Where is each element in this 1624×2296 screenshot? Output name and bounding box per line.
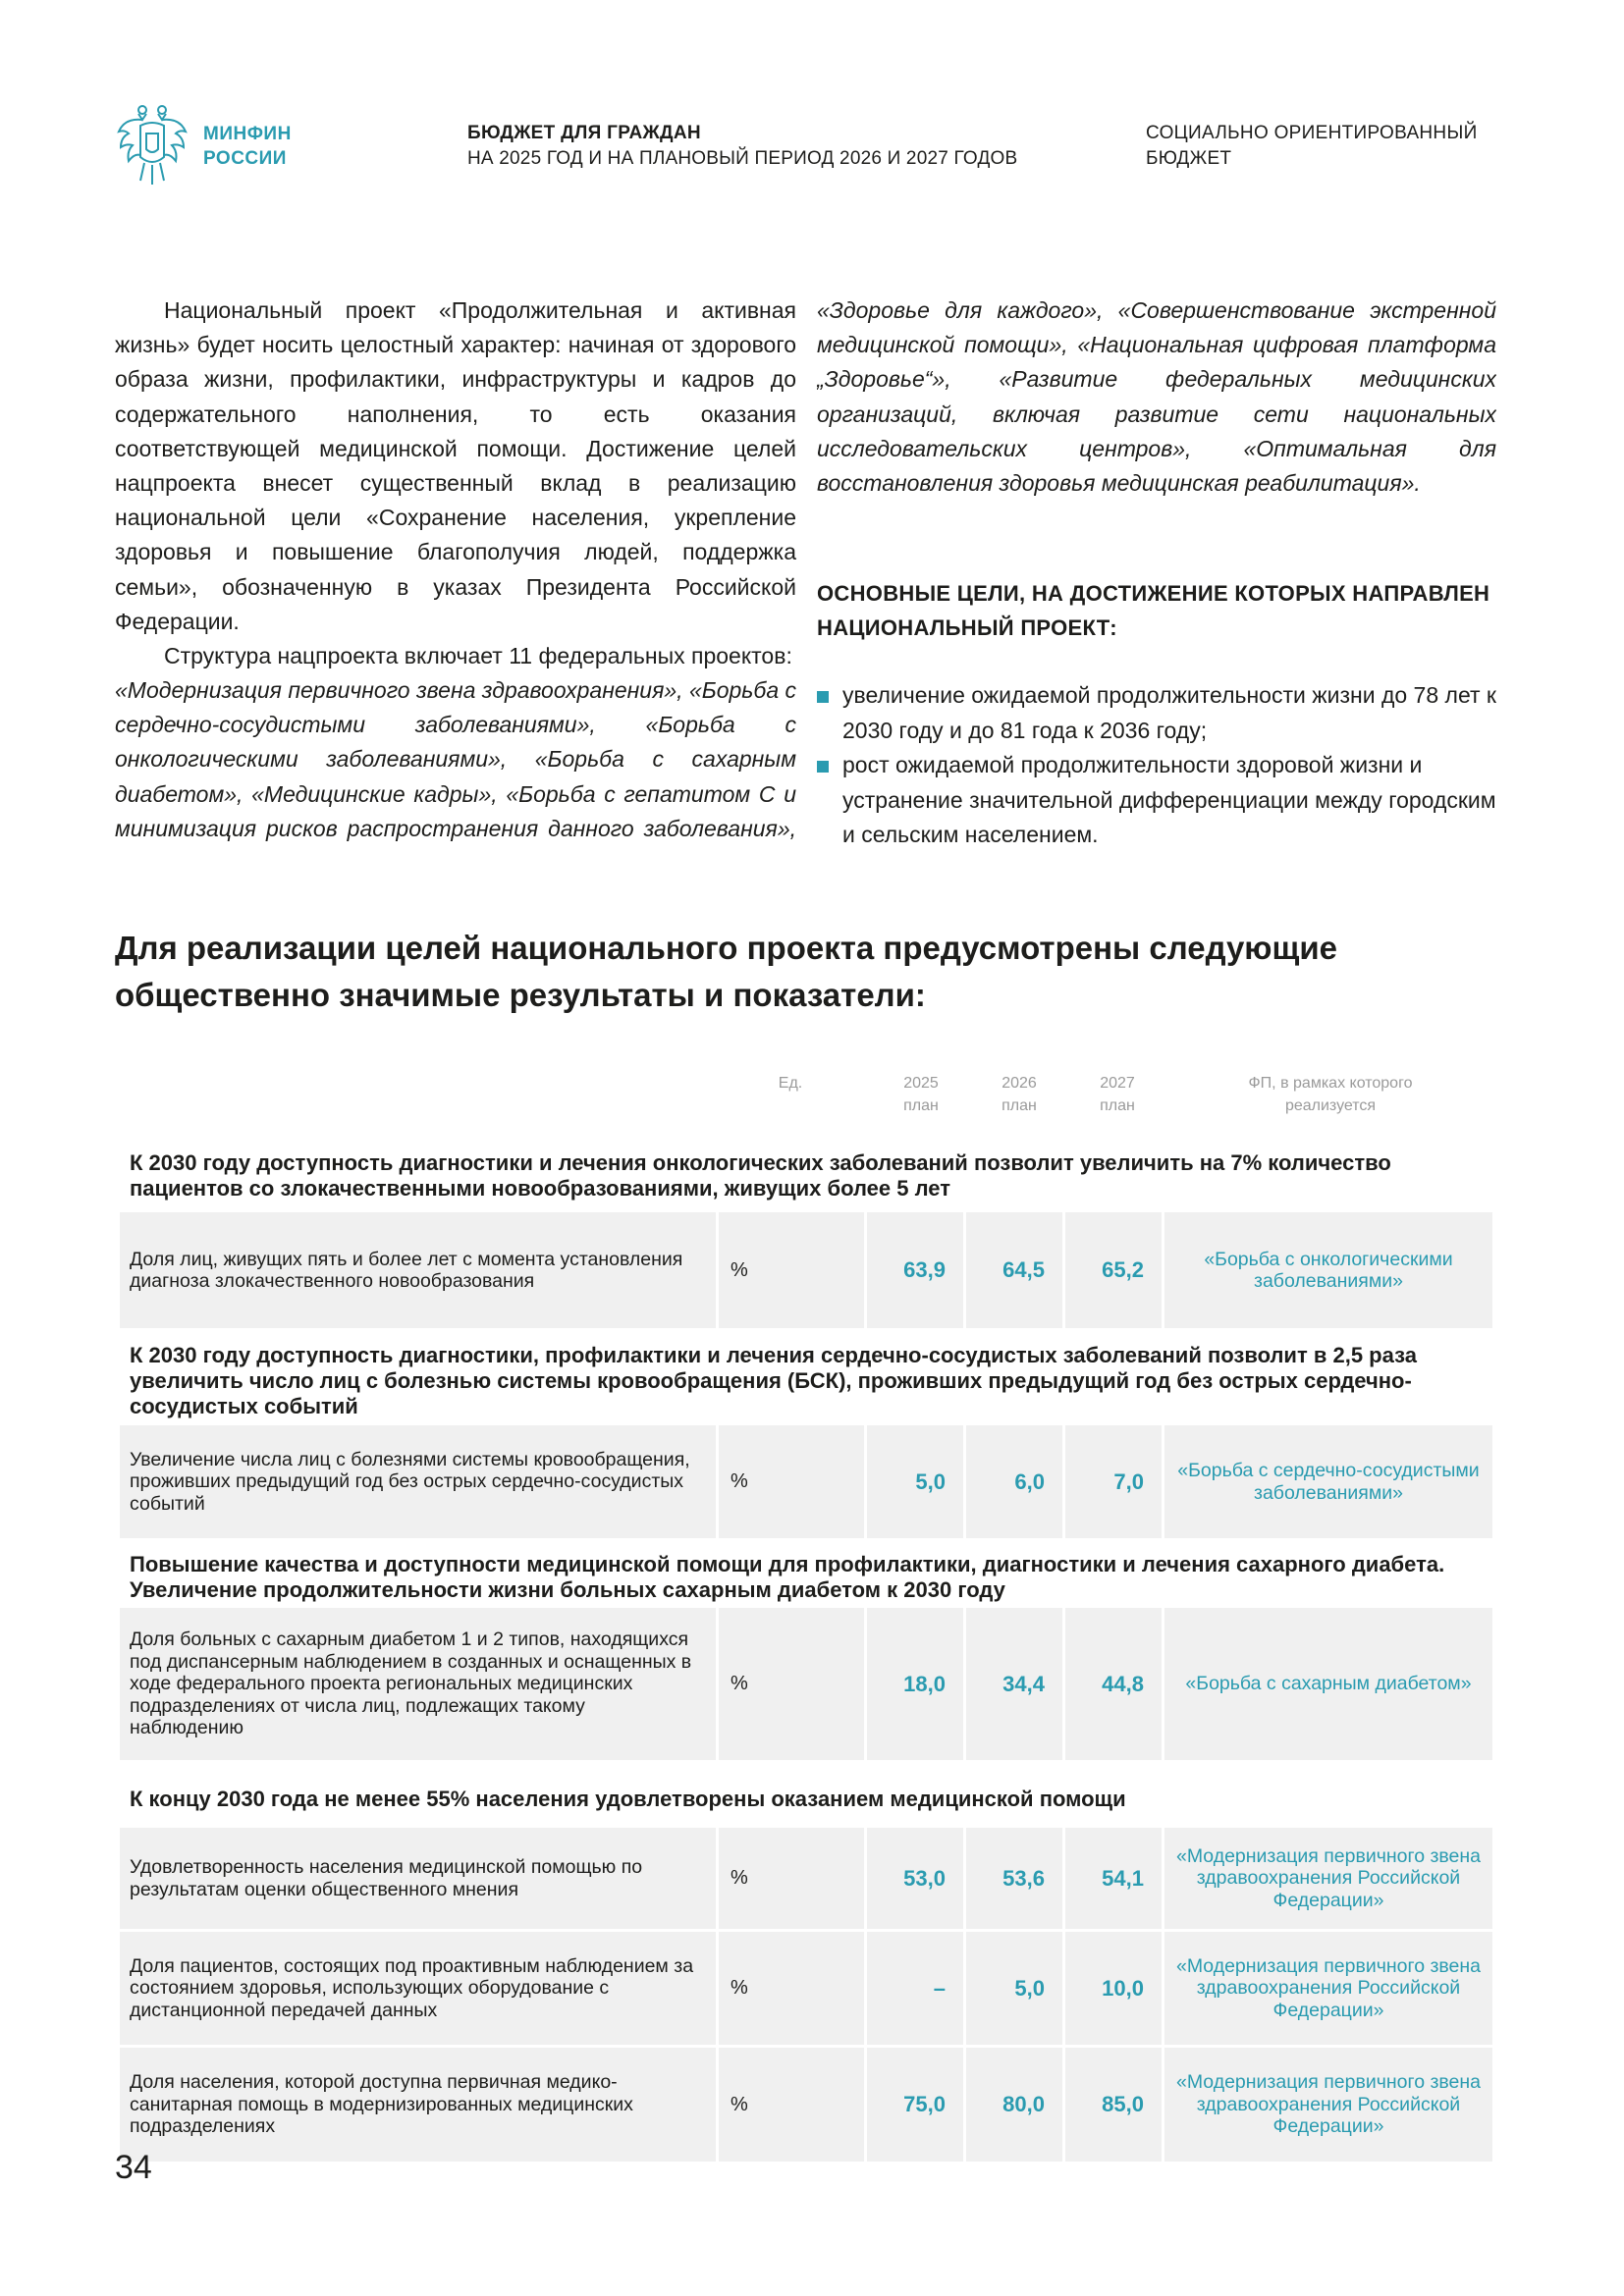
value-2026: 5,0 bbox=[966, 1932, 1062, 2045]
federal-project: «Борьба с сахарным диабетом» bbox=[1164, 1608, 1492, 1760]
indicator-name: Доля лиц, живущих пять и более лет с момента установления диагноза злокачественного новообразования bbox=[120, 1212, 716, 1328]
logo-text bbox=[203, 122, 292, 171]
goal-text: рост ожидаемой продолжительности здоровой жизни и устранение значительной дифференциации между городским и сельским населением. bbox=[842, 752, 1496, 847]
value-2025: 5,0 bbox=[867, 1425, 963, 1538]
federal-project: «Борьба с онкологическими заболеваниями» bbox=[1164, 1212, 1492, 1328]
col-header-2026-plan: план bbox=[1001, 1097, 1037, 1114]
goals-heading: ОСНОВНЫЕ ЦЕЛИ, НА ДОСТИЖЕНИЕ КОТОРЫХ НАПРАВЛЕН НАЦИОНАЛЬНЫЙ ПРОЕКТ: bbox=[817, 581, 1490, 640]
indicator-unit: % bbox=[719, 1932, 864, 2045]
col-header-2025 bbox=[872, 1072, 970, 1117]
federal-projects-list-continued bbox=[817, 294, 1496, 501]
col-header-federal-project bbox=[1168, 1072, 1492, 1117]
value-2026: 53,6 bbox=[966, 1828, 1062, 1929]
section-header-line-2: БЮДЖЕТ bbox=[1146, 148, 1232, 169]
value-2025: 75,0 bbox=[867, 2048, 963, 2162]
value-2026: 80,0 bbox=[966, 2048, 1062, 2162]
col-header-2025-year: 2025 bbox=[903, 1075, 939, 1092]
federal-project: «Борьба с сердечно-сосудистыми заболеваниями» bbox=[1164, 1425, 1492, 1538]
col-header-2027-year: 2027 bbox=[1100, 1075, 1135, 1092]
col-header-unit: Ед. bbox=[778, 1075, 803, 1092]
goal-text: увеличение ожидаемой продолжительности жизни до 78 лет к 2030 году и до 81 года к 2036 году; bbox=[842, 682, 1496, 743]
section-header bbox=[1146, 121, 1478, 172]
goal-item bbox=[817, 678, 1496, 748]
federal-projects-list-text: «Здоровье для каждого», «Совершенствование экстренной медицинской помощи», «Национальная цифровая платформа „Здоровье“», «Развитие федеральных медицинских организаций, включая развитие сети национальных исследовательских центров», «Оптимальная для восстановления здоровья медицинская реабилитация». bbox=[817, 297, 1496, 497]
indicator-name: Доля пациентов, состоящих под проактивным наблюдением за состоянием здоровья, использующих оборудование с дистанционной передачей данных bbox=[120, 1932, 716, 2045]
table-row bbox=[120, 1425, 1494, 1538]
col-header-2027-plan: план bbox=[1100, 1097, 1135, 1114]
indicator-name: Удовлетворенность населения медицинской помощью по результатам оценки общественного мнения bbox=[120, 1828, 716, 1929]
value-2025: 18,0 bbox=[867, 1608, 963, 1760]
group-title: К 2030 году доступность диагностики и лечения онкологических заболеваний позволит увеличить на 7% количество пациентов со злокачественными новообразованиями, живущих более 5 лет bbox=[130, 1150, 1391, 1201]
paragraph-2-intro-wrap bbox=[115, 639, 796, 673]
paragraph-1: Национальный проект «Продолжительная и активная жизнь» будет носить целостный характер: начиная от здорового образа жизни, профилактики, инфраструктуры и кадров до содержательного наполнения, то есть оказания соответствующей медицинской помощи. Достижение целей нацпроекта внесет существенный вклад в реализацию национальной цели «Сохранение населения, укрепление здоровья и повышение благополучия людей, поддержка семьи», обозначенную в указах Президента Российской Федерации. bbox=[115, 297, 796, 634]
square-bullet-icon bbox=[817, 691, 829, 703]
paragraph-2-intro: Структура нацпроекта включает 11 федеральных проектов: bbox=[164, 643, 792, 669]
col-header-2025-plan: план bbox=[903, 1097, 939, 1114]
value-2025: 63,9 bbox=[867, 1212, 963, 1328]
indicator-unit: % bbox=[719, 1425, 864, 1538]
federal-project: «Модернизация первичного звена здравоохранения Российской Федерации» bbox=[1164, 2048, 1492, 2162]
indicator-name: Доля больных с сахарным диабетом 1 и 2 типов, находящихся под диспансерным наблюдением в созданных и оснащенных в ходе федерального проекта региональных медицинских подразделениях от числа лиц, подлежащих такому наблюдению bbox=[120, 1608, 716, 1760]
federal-project: «Модернизация первичного звена здравоохранения Российской Федерации» bbox=[1164, 1828, 1492, 1929]
indicator-name: Доля населения, которой доступна первичная медико-санитарная помощь в модернизированных медицинских подразделениях bbox=[120, 2048, 716, 2162]
federal-projects-list-right-clip bbox=[817, 294, 1496, 517]
square-bullet-icon bbox=[817, 761, 829, 773]
federal-projects-list-left bbox=[115, 673, 796, 850]
goal-item bbox=[817, 748, 1496, 853]
value-2027: 44,8 bbox=[1065, 1608, 1162, 1760]
document-subtitle: НА 2025 ГОД И НА ПЛАНОВЫЙ ПЕРИОД 2026 И 2027 ГОДОВ bbox=[467, 148, 1018, 169]
federal-project: «Модернизация первичного звена здравоохранения Российской Федерации» bbox=[1164, 1932, 1492, 2045]
col-header-2026-year: 2026 bbox=[1001, 1075, 1037, 1092]
col-header-fp-line-2: реализуется bbox=[1284, 1097, 1377, 1114]
indicator-unit: % bbox=[719, 1828, 864, 1929]
group-title: К концу 2030 года не менее 55% населения удовлетворены оказанием медицинской помощи bbox=[130, 1787, 1126, 1811]
table-row bbox=[120, 1212, 1494, 1328]
indicator-unit: % bbox=[719, 1608, 864, 1760]
section-header-line-1: СОЦИАЛЬНО ОРИЕНТИРОВАННЫЙ bbox=[1146, 123, 1478, 143]
page-number: 34 bbox=[115, 2149, 152, 2186]
federal-projects-list: «Модернизация первичного звена здравоохранения», «Борьба с сердечно-сосудистыми заболеваниями», «Борьба с онкологическими заболеваниями», «Борьба с сахарным диабетом», «Медицинские кадры», «Борьба с гепатитом С и минимизация рисков распространения данного заболевания», bbox=[115, 677, 796, 841]
col-header-2027 bbox=[1068, 1072, 1166, 1117]
table-row bbox=[120, 1828, 1494, 1929]
value-2027: 10,0 bbox=[1065, 1932, 1162, 2045]
logo-text-line-2: РОССИИ bbox=[203, 148, 287, 169]
value-2027: 7,0 bbox=[1065, 1425, 1162, 1538]
col-header-2026 bbox=[970, 1072, 1068, 1117]
col-header-fp-line-1: ФП, в рамках которого bbox=[1248, 1075, 1413, 1092]
value-2026: 64,5 bbox=[966, 1212, 1062, 1328]
table-row bbox=[120, 1932, 1494, 2045]
value-2027: 65,2 bbox=[1065, 1212, 1162, 1328]
table-row bbox=[120, 2048, 1494, 2162]
logo-text-line-1: МИНФИН bbox=[203, 124, 292, 144]
value-2025: 53,0 bbox=[867, 1828, 963, 1929]
document-header bbox=[467, 121, 1017, 172]
group-title: К 2030 году доступность диагностики, профилактики и лечения сердечно-сосудистых заболеваний позволит в 2,5 раза увеличить число лиц с болезнью системы кровообращения (БСК), проживших предыдущий год без острых сердечно-сосудистых событий bbox=[130, 1343, 1417, 1418]
table-row bbox=[120, 1608, 1494, 1760]
indicator-unit: % bbox=[719, 1212, 864, 1328]
value-2026: 6,0 bbox=[966, 1425, 1062, 1538]
value-2025: – bbox=[867, 1932, 963, 2045]
value-2027: 54,1 bbox=[1065, 1828, 1162, 1929]
minfin-emblem-icon bbox=[115, 102, 189, 187]
section-title: Для реализации целей национального проекта предусмотрены следующие общественно значимые результаты и показатели: bbox=[115, 930, 1337, 1013]
document-title: БЮДЖЕТ ДЛЯ ГРАЖДАН bbox=[467, 123, 701, 143]
value-2026: 34,4 bbox=[966, 1608, 1062, 1760]
indicator-unit: % bbox=[719, 2048, 864, 2162]
indicator-name: Увеличение числа лиц с болезнями системы кровообращения, проживших предыдущий год без острых сердечно-сосудистых событий bbox=[120, 1425, 716, 1538]
left-column bbox=[115, 294, 796, 673]
value-2027: 85,0 bbox=[1065, 2048, 1162, 2162]
group-title: Повышение качества и доступности медицинской помощи для профилактики, диагностики и лечения сахарного диабета. Увеличение продолжительности жизни больных сахарным диабетом к 2030 году bbox=[130, 1552, 1445, 1602]
goals-list bbox=[817, 678, 1496, 853]
